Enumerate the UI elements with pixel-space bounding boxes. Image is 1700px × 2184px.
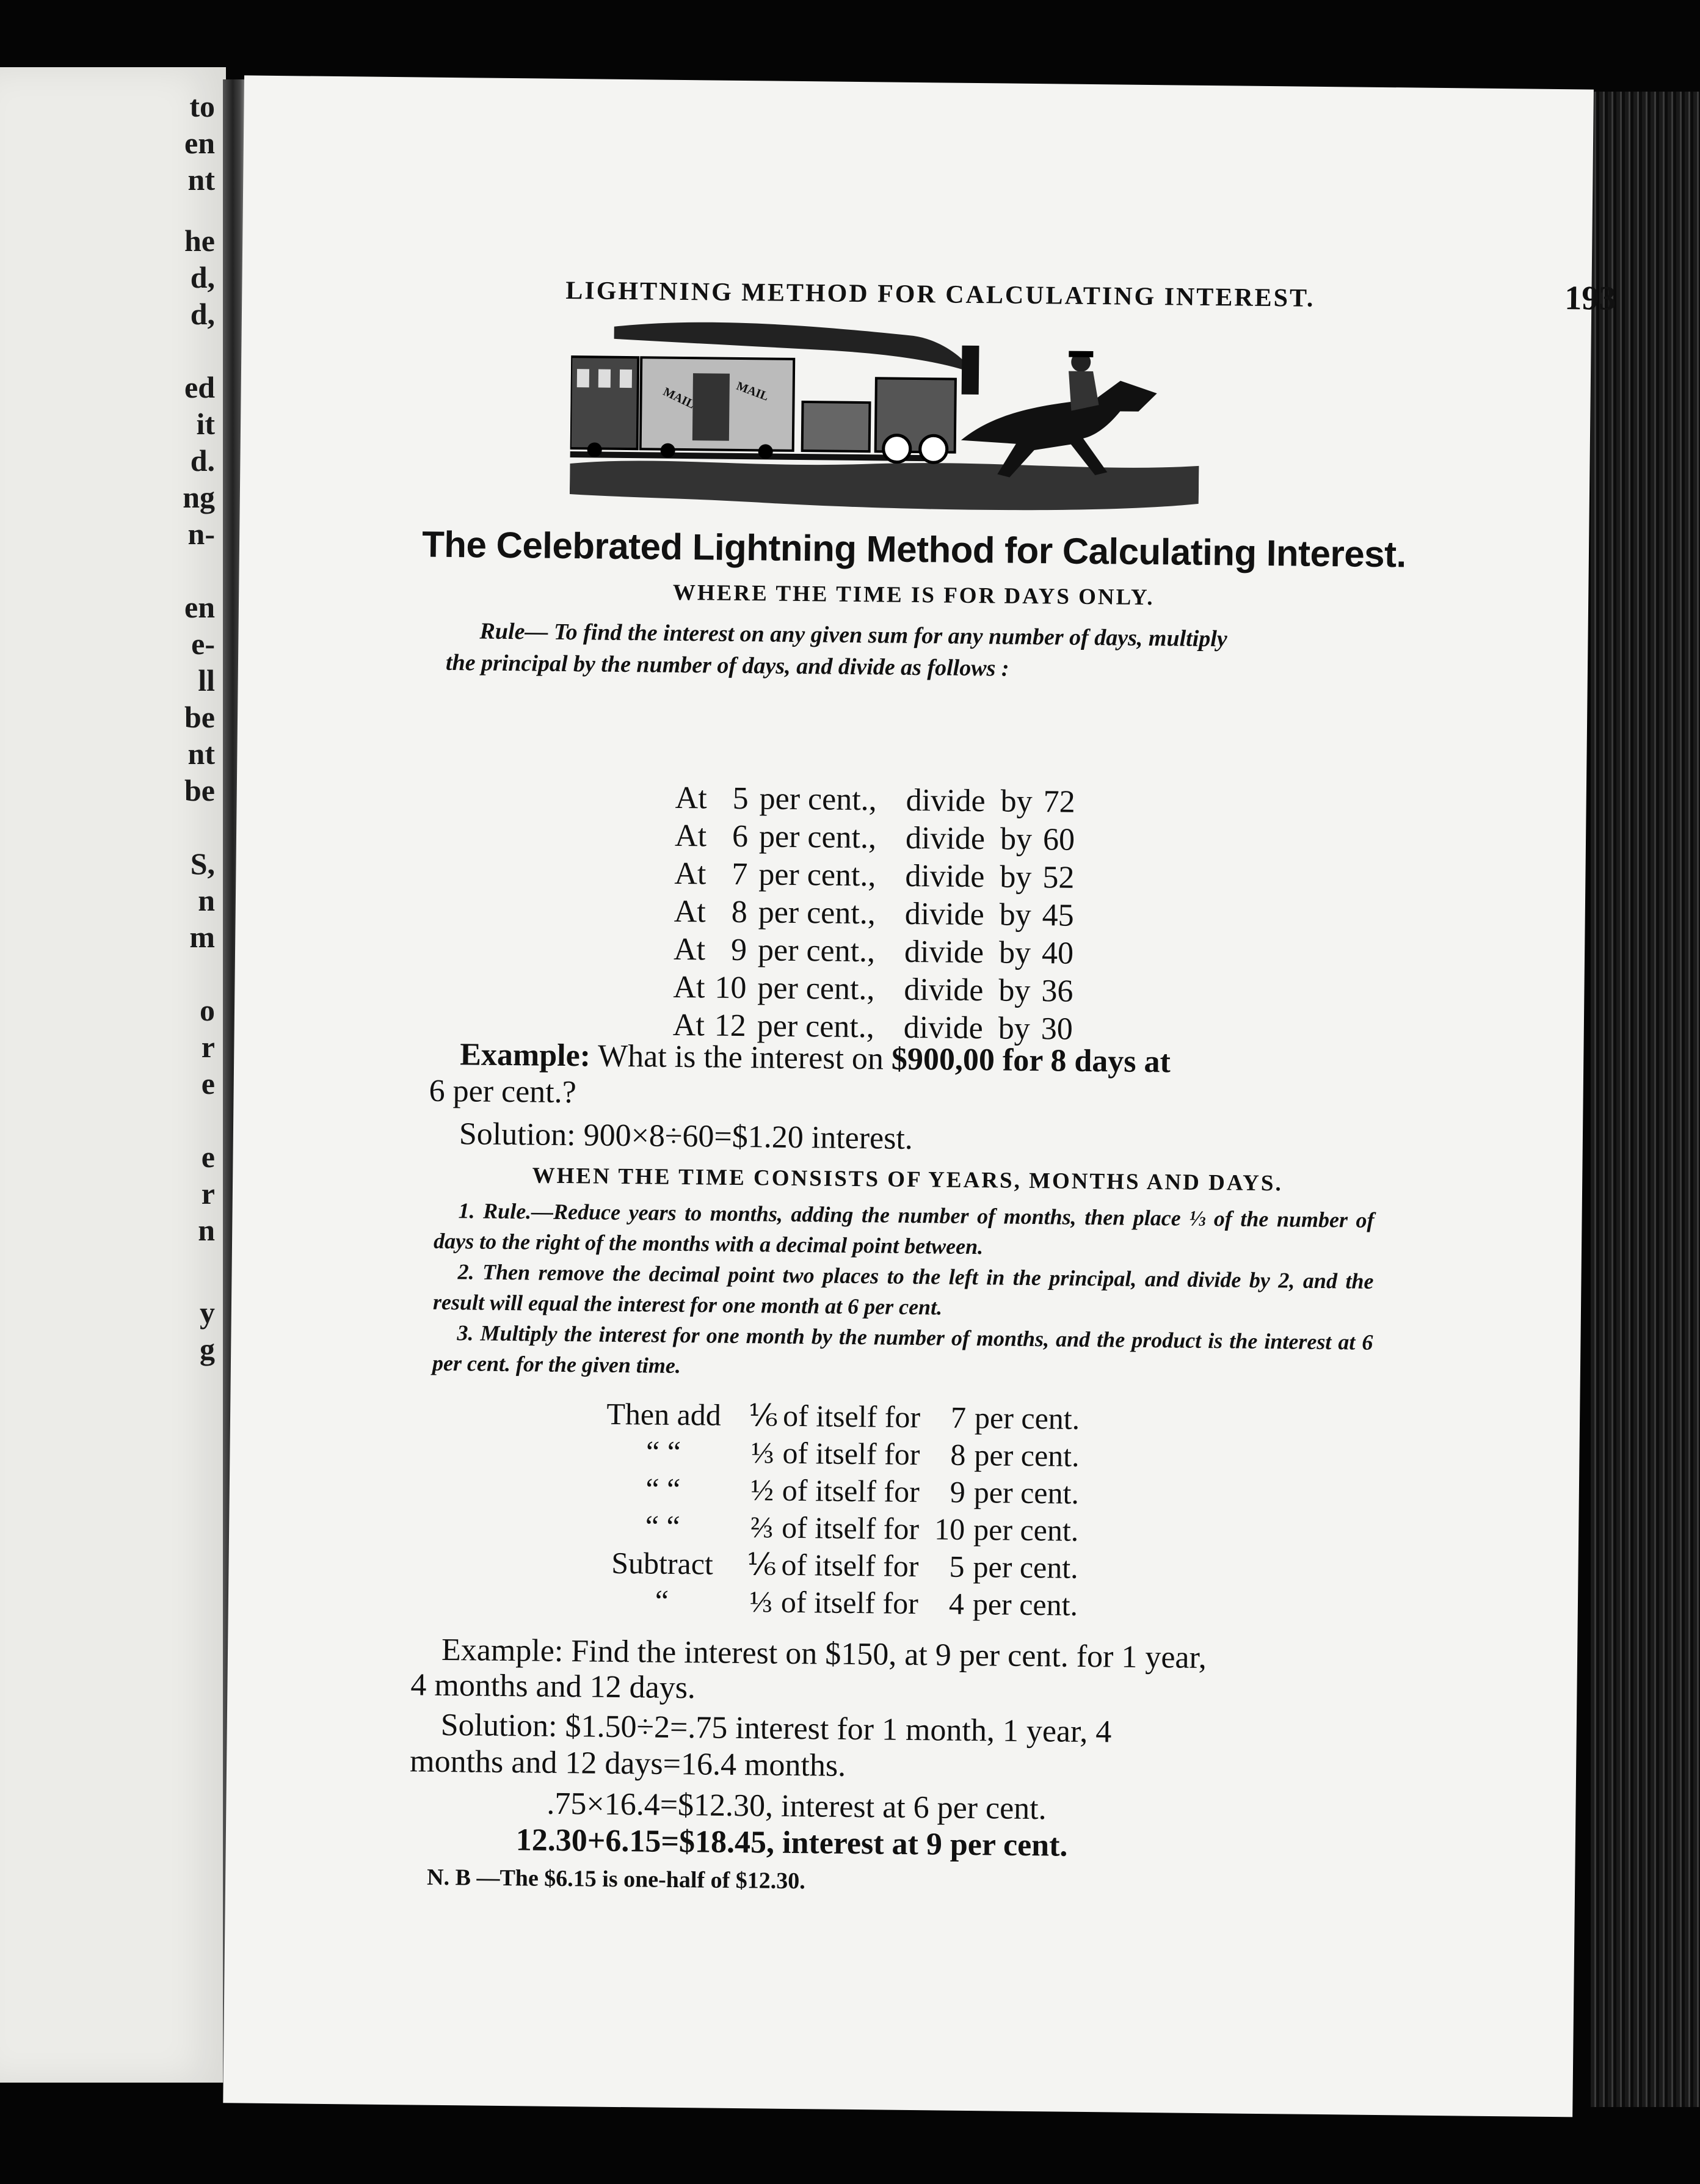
rate-row (675, 779, 1086, 821)
left-page-fragment: it (196, 407, 215, 441)
page-title: The Celebrated Lightning Method for Calculating Interest. (421, 523, 1407, 575)
example-1-amount: $900,00 (891, 1041, 995, 1078)
left-page-fragment: g (200, 1332, 215, 1366)
section-heading-days-only: WHERE THE TIME IS FOR DAYS ONLY. (672, 580, 1155, 611)
fraction-cell-rate: 4 (948, 1586, 965, 1621)
fraction-cell-of: of itself for (782, 1435, 920, 1472)
rate-cell-at: At (672, 1007, 705, 1043)
rate-cell-rate: 9 (730, 932, 747, 968)
rate-cell-rate: 12 (714, 1008, 747, 1044)
left-page-fragment: be (184, 773, 215, 807)
calc-9-percent: 12.30+6.15=$18.45, interest at 9 per cent. (515, 1822, 1068, 1863)
left-page-fragment: e (201, 1066, 215, 1101)
example-2-solution-line-1: Solution: $1.50÷2=.75 interest for 1 month, 1 year, 4 (440, 1707, 1112, 1750)
fraction-row (583, 1544, 1108, 1587)
fraction-cell-of: of itself for (781, 1547, 919, 1584)
left-page-fragment: en (184, 590, 215, 624)
book-page (223, 75, 1616, 2117)
fraction-adjustment-table (583, 1395, 1110, 1624)
example-1-line-1 (460, 1036, 1171, 1080)
fraction-cell-pc: per cent. (973, 1512, 1079, 1548)
example-1-text: What is the interest on (597, 1038, 884, 1077)
left-page-fragment: ed (184, 370, 215, 404)
rate-cell-divisor: 72 (1043, 784, 1075, 820)
rule-line-1: Rule— To find the interest on any given sum for any number of days, multiply (479, 618, 1227, 652)
rate-cell-pc: per cent., (758, 819, 877, 856)
rate-cell-by: by (998, 973, 1031, 1008)
fraction-cell-frac: ⅙ (746, 1547, 777, 1582)
left-page-fragment: m (189, 920, 215, 954)
rate-cell-div: divide (906, 782, 986, 819)
fraction-row (583, 1581, 1108, 1624)
left-page-fragment: r (201, 1176, 215, 1210)
rate-cell-at: At (673, 931, 706, 967)
left-page-fragment: en (184, 126, 215, 160)
left-page-fragment: nt (187, 737, 215, 771)
left-page-fragment: d, (190, 260, 215, 294)
rate-row (674, 931, 1085, 973)
nota-bene: N. B —The $6.15 is one-half of $12.30. (426, 1864, 806, 1895)
fraction-cell-op: Then add (606, 1396, 722, 1432)
rider-body (1068, 371, 1099, 412)
fraction-cell-of: of itself for (782, 1398, 921, 1435)
mail-train-illustration (570, 314, 1201, 522)
fraction-cell-frac: ⅙ (748, 1398, 779, 1433)
left-page-fragment: n- (187, 517, 215, 551)
rate-row (674, 893, 1085, 935)
rate-cell-by: by (1000, 821, 1033, 857)
fraction-cell-op: “ “ (645, 1509, 680, 1544)
rate-cell-divisor: 52 (1042, 860, 1075, 895)
left-page-fragment: ll (198, 663, 215, 697)
rate-cell-rate: 7 (732, 856, 748, 892)
left-page-fragment: to (189, 89, 215, 123)
left-page-fragment: r (201, 1030, 215, 1064)
left-page-fragment: ng (183, 480, 215, 514)
rate-cell-divisor: 40 (1041, 936, 1074, 971)
rate-cell-divisor: 60 (1042, 822, 1075, 857)
left-facing-page (0, 67, 226, 2083)
rate-cell-by: by (1000, 784, 1033, 820)
rate-row (675, 817, 1086, 859)
left-page-fragment: e- (191, 627, 215, 661)
rule-days-only (446, 615, 1375, 688)
rate-cell-pc: per cent., (758, 895, 876, 931)
fraction-cell-pc: per cent. (974, 1438, 1080, 1473)
rate-cell-pc: per cent., (759, 781, 877, 818)
fraction-cell-pc: per cent. (974, 1400, 1080, 1436)
calc-6-percent: .75×16.4=$12.30, interest at 6 per cent. (547, 1786, 1047, 1827)
rate-cell-pc: per cent., (757, 933, 876, 969)
example-2-solution-line-2: months and 12 days=16.4 months. (409, 1744, 846, 1783)
rate-divisor-table (672, 779, 1086, 1049)
fraction-cell-op: “ “ (645, 1471, 681, 1507)
mail-label-2: MAIL (734, 379, 771, 404)
rate-cell-by: by (998, 935, 1031, 970)
fraction-cell-op: Subtract (611, 1545, 714, 1581)
example-1-line-2: 6 per cent.? (429, 1073, 577, 1110)
example-2-text: Find the interest on $150, at 9 per cent. for 1 year, (571, 1634, 1207, 1676)
smokestack (962, 346, 979, 395)
rate-cell-divisor: 45 (1042, 898, 1075, 933)
fraction-cell-pc: per cent. (973, 1549, 1078, 1585)
left-page-fragment: n (198, 1213, 215, 1247)
fraction-cell-of: of itself for (782, 1472, 920, 1509)
rate-cell-divisor: 30 (1041, 1011, 1073, 1047)
rule-line-2: the principal by the number of days, and divide as follows : (445, 649, 1009, 682)
rate-cell-div: divide (905, 858, 985, 895)
rate-cell-at: At (674, 894, 707, 930)
rate-cell-rate: 10 (714, 970, 747, 1006)
ground (570, 459, 1199, 512)
rate-cell-rate: 6 (732, 818, 749, 854)
rate-cell-at: At (674, 856, 707, 892)
page-number: 193 (1564, 279, 1616, 318)
fraction-cell-frac: ⅔ (750, 1510, 774, 1545)
rate-cell-div: divide (904, 934, 984, 970)
left-page-fragment: nt (187, 162, 215, 197)
tender (802, 402, 870, 451)
rate-cell-div: divide (905, 820, 986, 857)
rate-cell-rate: 8 (731, 894, 748, 930)
rule-step-3: 3. Multiply the interest for one month by the number of months, and the product is the interest at 6 per cent. for the given time. (432, 1320, 1373, 1378)
left-page-fragment: n (198, 883, 215, 917)
galloping-horse (961, 379, 1157, 479)
example-1-solution: Solution: 900×8÷60=$1.20 interest. (459, 1116, 914, 1156)
left-page-fragment: he (184, 224, 215, 258)
rate-cell-rate: 5 (732, 781, 749, 817)
left-page-fragment: e (201, 1140, 215, 1174)
fraction-cell-op: “ (655, 1583, 669, 1618)
rate-row (673, 969, 1084, 1011)
rate-cell-divisor: 36 (1041, 974, 1073, 1009)
rate-cell-div: divide (904, 896, 985, 933)
rate-cell-by: by (999, 897, 1032, 933)
fraction-row (584, 1469, 1109, 1512)
example-1-label: Example: (459, 1037, 591, 1074)
fraction-cell-frac: ⅓ (750, 1435, 775, 1470)
rate-cell-at: At (675, 780, 708, 816)
fraction-cell-frac: ⅓ (749, 1584, 773, 1619)
fraction-cell-rate: 10 (934, 1512, 965, 1546)
fraction-cell-rate: 9 (950, 1474, 966, 1509)
fraction-cell-rate: 8 (950, 1437, 966, 1472)
page-edge-stack (1591, 92, 1700, 2107)
rate-cell-by: by (998, 1011, 1031, 1046)
rate-cell-pc: per cent., (757, 1008, 875, 1045)
rate-cell-div: divide (903, 1010, 984, 1046)
example-2-label: Example: (441, 1632, 564, 1669)
rate-row (674, 855, 1086, 897)
fraction-cell-of: of itself for (780, 1584, 919, 1621)
fraction-cell-frac: ½ (750, 1472, 774, 1507)
rate-cell-by: by (1000, 859, 1032, 895)
running-head (565, 268, 1616, 318)
mail-label-1: MAIL (661, 385, 697, 412)
fraction-cell-rate: 5 (949, 1549, 965, 1584)
example-2-line-2: 4 months and 12 days. (410, 1667, 696, 1706)
left-page-fragment: S, (190, 846, 215, 881)
rule-step-2: 2. Then remove the decimal point two places to the left in the principal, and divide by 2, and the result will equal the interest for one month at 6 per cent. (432, 1259, 1374, 1320)
rule-step-1: 1. Rule.—Reduce years to months, adding the number of months, then place ⅓ of the number of days to the right of the months with a decimal point between. (433, 1198, 1375, 1259)
fraction-cell-rate: 7 (950, 1400, 967, 1435)
fraction-row (583, 1507, 1108, 1549)
rate-cell-pc: per cent., (757, 970, 875, 1007)
fraction-row (584, 1395, 1110, 1438)
rate-cell-div: divide (904, 972, 984, 1008)
section-heading-years-months-days: WHEN THE TIME CONSISTS OF YEARS, MONTHS AND DAYS. (532, 1163, 1283, 1196)
left-page-fragment: o (200, 993, 215, 1027)
fraction-cell-pc: per cent. (973, 1475, 1080, 1510)
rules-years-months-days (432, 1195, 1375, 1388)
rate-cell-at: At (673, 969, 705, 1005)
fraction-cell-pc: per cent. (972, 1587, 1078, 1622)
rate-cell-pc: per cent., (758, 857, 876, 894)
left-page-fragment: y (200, 1295, 215, 1330)
running-head-title: LIGHTNING METHOD FOR CALCULATING INTEREST. (565, 276, 1315, 313)
left-page-fragment: be (184, 700, 215, 734)
example-1-tail: for 8 days at (1002, 1043, 1171, 1080)
rate-cell-at: At (674, 818, 707, 854)
fraction-cell-op: “ “ (645, 1434, 681, 1469)
fraction-cell-of: of itself for (781, 1510, 920, 1546)
left-page-fragment: d. (190, 443, 215, 478)
fraction-row (584, 1432, 1109, 1475)
left-page-fragment: d, (190, 297, 215, 331)
